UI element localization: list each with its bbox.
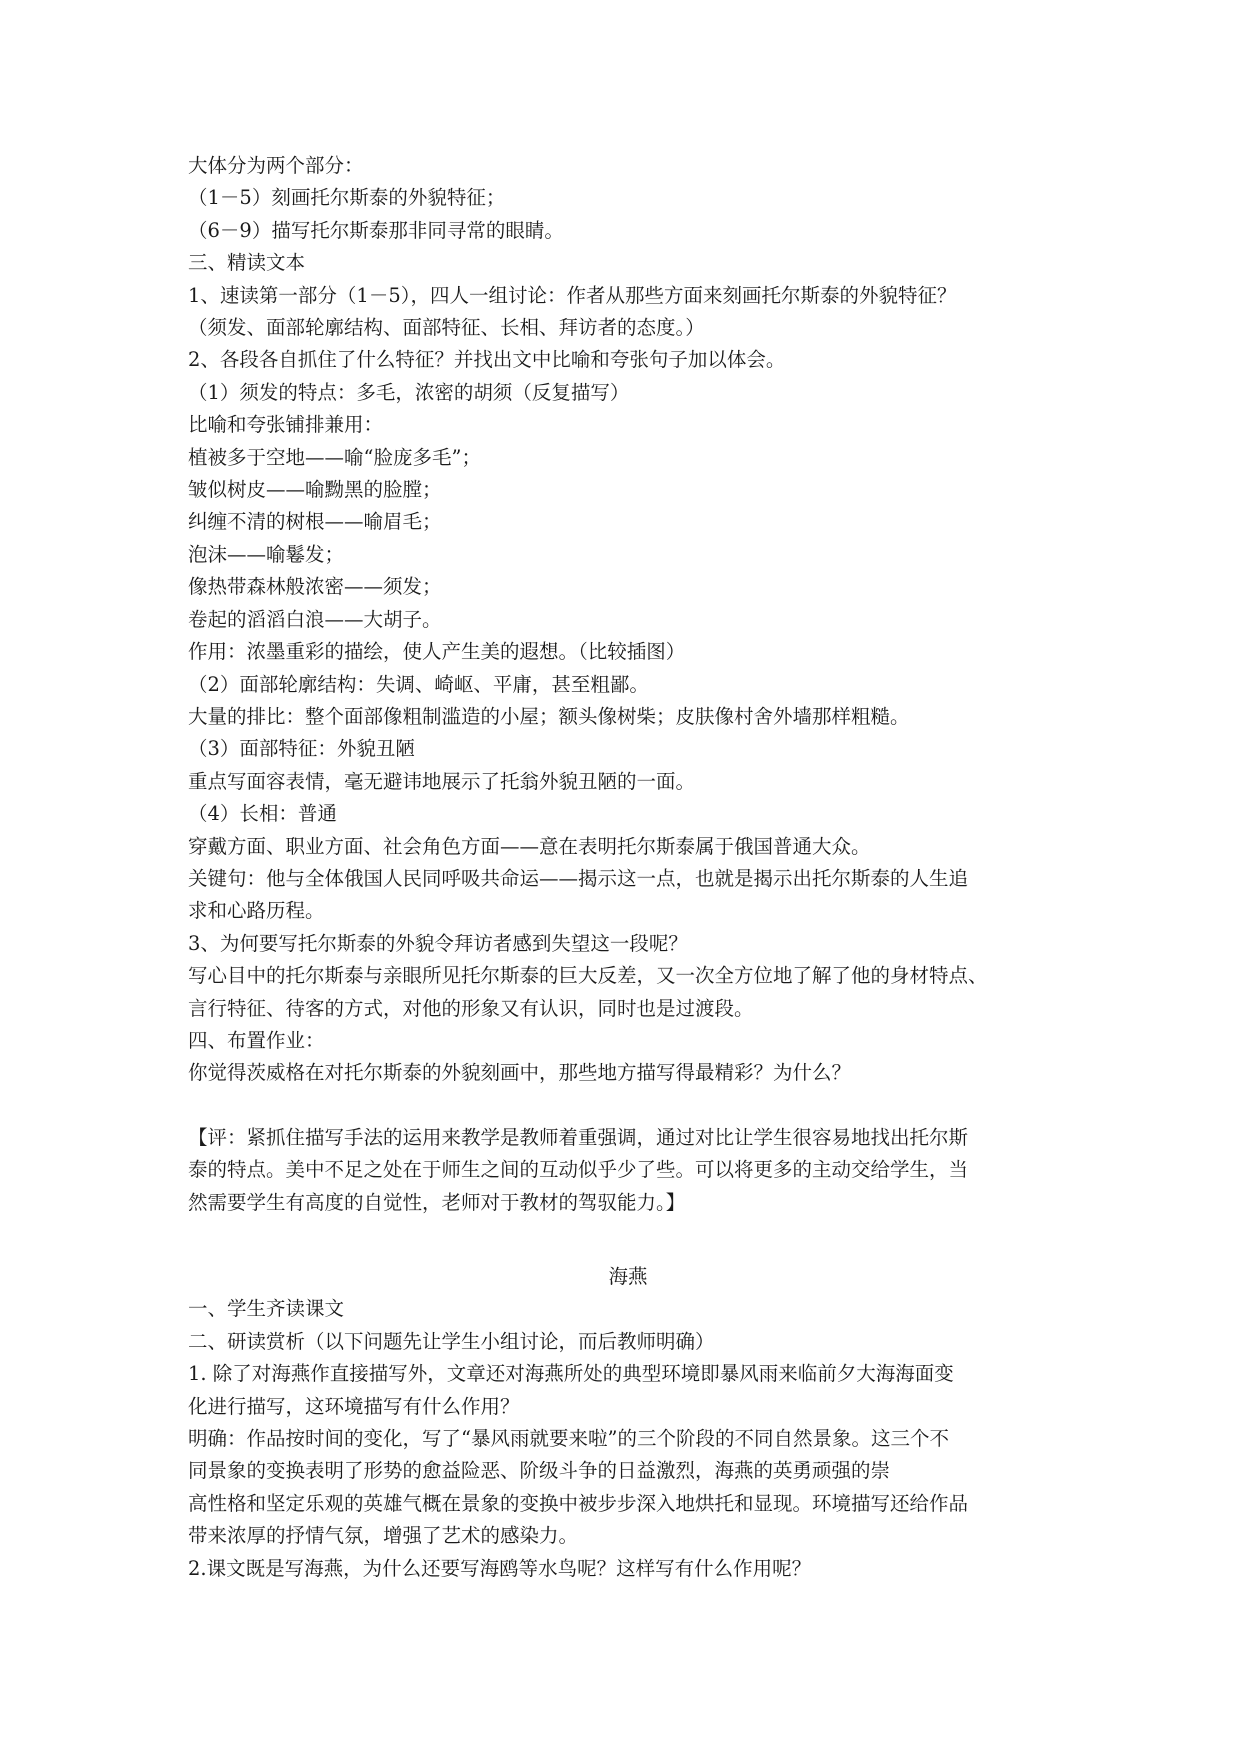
section-title: 海燕 [608, 1265, 648, 1288]
text-line: 大量的排比：整个面部像粗制滥造的小屋；额头像树柴；皮肤像村舍外墙那样粗糙。 [188, 704, 910, 728]
text-line: 你觉得茨威格在对托尔斯泰的外貌刻画中，那些地方描写得最精彩？为什么？ [188, 1061, 852, 1085]
comment-line: 泰的特点。美中不足之处在于师生之间的互动似乎少了些。可以将更多的主动交给学生，当 [188, 1158, 969, 1182]
comment-line: 【评：紧抓住描写手法的运用来教学是教师着重强调，通过对比让学生很容易地找出托尔斯 [188, 1125, 969, 1149]
text-line: 关键句：他与全体俄国人民同呼吸共命运——揭示这一点，也就是揭示出托尔斯泰的人生追 [188, 866, 969, 890]
comment-block [188, 1122, 1068, 1219]
question-line: 3、为何要写托尔斯泰的外貌令拜访者感到失望这一段呢？ [188, 931, 688, 955]
text-line: 像热带森林般浓密——须发； [188, 575, 442, 599]
text-line: （3）面部特征：外貌丑陋 [188, 737, 415, 761]
question-line: 1. 除了对海燕作直接描写外，文章还对海燕所处的典型环境即暴风雨来临前夕大海海面变 [188, 1362, 954, 1386]
text-line: 植被多于空地——喻“脸庞多毛”； [188, 445, 481, 469]
text-line: 同景象的变换表明了形势的愈益险恶、阶级斗争的日益激烈，海燕的英勇顽强的崇 [188, 1459, 891, 1483]
text-line: （6－9）描写托尔斯泰那非同寻常的眼睛。 [188, 218, 564, 242]
text-line: （1）须发的特点：多毛，浓密的胡须（反复描写） [188, 380, 630, 404]
text-line: 卷起的滔滔白浪——大胡子。 [188, 607, 442, 631]
section-heading: 四、布置作业： [188, 1028, 325, 1052]
text-line: 纠缠不清的树根——喻眉毛； [188, 510, 442, 534]
section-lesson-analysis [188, 150, 1068, 1090]
text-line: 重点写面容表情，毫无避讳地展示了托翁外貌丑陋的一面。 [188, 769, 696, 793]
text-line: 化进行描写，这环境描写有什么作用？ [188, 1394, 520, 1418]
text-line: 泡沫——喻鬈发； [188, 542, 345, 566]
spacer [188, 1090, 1068, 1122]
section-haiyan [188, 1261, 1068, 1585]
document-page [188, 150, 1068, 1585]
text-line: 作用：浓墨重彩的描绘，使人产生美的遐想。（比较插图） [188, 640, 686, 664]
text-line: （须发、面部轮廓结构、面部特征、长相、拜访者的态度。） [188, 316, 705, 340]
text-line: 比喻和夸张铺排兼用： [188, 413, 384, 437]
text-line: 高性格和坚定乐观的英雄气概在景象的变换中被步步深入地烘托和显现。环境描写还给作品 [188, 1491, 969, 1515]
text-line: （2）面部轮廓结构：失调、崎岖、平庸，甚至粗鄙。 [188, 672, 649, 696]
text-line: 穿戴方面、职业方面、社会角色方面——意在表明托尔斯泰属于俄国普通大众。 [188, 834, 871, 858]
question-line: 2、各段各自抓住了什么特征？并找出文中比喻和夸张句子加以体会。 [188, 348, 786, 372]
section-heading: 三、精读文本 [188, 251, 306, 275]
text-line: 言行特征、待客的方式，对他的形象又有认识，同时也是过渡段。 [188, 996, 754, 1020]
text-line: （4）长相：普通 [188, 802, 337, 826]
text-line: 大体分为两个部分： [188, 154, 364, 177]
text-line: 皱似树皮——喻黝黑的脸膛； [188, 478, 442, 502]
spacer [188, 1219, 1068, 1261]
text-line: 带来浓厚的抒情气氛，增强了艺术的感染力。 [188, 1524, 579, 1548]
question-line: 1、速读第一部分（1－5），四人一组讨论：作者从那些方面来刻画托尔斯泰的外貌特征？ [188, 283, 957, 307]
text-line: 写心目中的托尔斯泰与亲眼所见托尔斯泰的巨大反差，又一次全方位地了解了他的身材特点、 [188, 964, 988, 988]
text-line: 求和心路历程。 [188, 899, 325, 923]
comment-line: 然需要学生有高度的自觉性，老师对于教材的驾驭能力。】 [188, 1190, 686, 1214]
section-heading: 二、研读赏析（以下问题先让学生小组讨论，而后教师明确） [188, 1329, 715, 1353]
text-line: 明确：作品按时间的变化，写了“暴风雨就要来啦”的三个阶段的不同自然景象。这三个不 [188, 1427, 949, 1451]
question-line: 2.课文既是写海燕，为什么还要写海鸥等水鸟呢？这样写有什么作用呢？ [188, 1556, 812, 1580]
text-line: （1－5）刻画托尔斯泰的外貌特征； [188, 186, 506, 210]
section-heading: 一、学生齐读课文 [188, 1297, 345, 1321]
